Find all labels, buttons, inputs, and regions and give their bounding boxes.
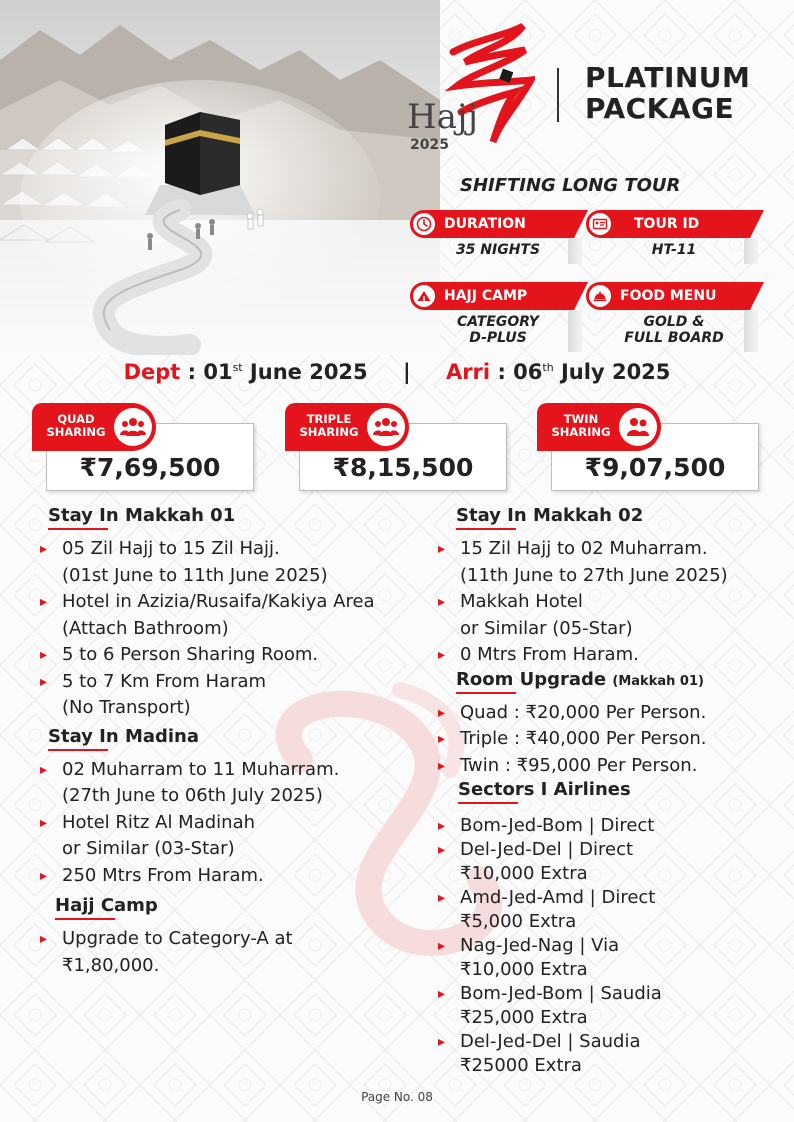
logo-wordmark: Hajj [407, 97, 479, 137]
list-item [438, 934, 788, 982]
item-line1: 05 Zil Hajj to 15 Zil Hajj. [62, 538, 280, 559]
tour-id-value-text: HT-11 [651, 242, 697, 258]
sharing-label [40, 413, 112, 439]
room-upgrade-list [438, 700, 788, 780]
item-line1: Nag-Jed-Nag | Via [460, 935, 620, 956]
id-card-icon [589, 213, 611, 235]
group-icon [367, 408, 405, 446]
sharing-label-line2: SHARING [46, 425, 106, 439]
list-item: ▸ Triple : ₹40,000 Per Person. [438, 726, 788, 753]
arri-colon: : [497, 360, 514, 384]
sharing-tab [32, 403, 156, 451]
list-item [438, 838, 788, 886]
item-line1: Bom-Jed-Bom | Saudia [460, 983, 662, 1004]
list-item [40, 863, 420, 890]
item-line1: Del-Jed-Del | Saudia [460, 1031, 641, 1052]
dept-rest: June 2025 [242, 360, 368, 384]
price-amount: ₹8,15,500 [332, 453, 474, 482]
item-line2: ₹5,000 Extra [460, 911, 577, 932]
sharing-label-line1: QUAD [57, 412, 95, 426]
logo-year: 2025 [410, 137, 449, 153]
item-line2: ₹1,80,000. [62, 954, 160, 976]
left-column [40, 505, 420, 979]
list-item [40, 589, 420, 642]
triple-sharing-card [285, 403, 511, 493]
tour-id-tab [586, 210, 750, 238]
item-line1: Hotel Ritz Al Madinah [62, 811, 256, 833]
makkah1-list [40, 536, 420, 722]
item-line1: Hotel in Azizia/Rusaifa/Kakiya Area [62, 591, 375, 612]
hajj-camp-block [410, 282, 574, 352]
kaaba-shape [165, 112, 240, 195]
list-item [438, 886, 788, 934]
hajj-camp-value-line1: CATEGORY [457, 314, 539, 330]
sharing-label [293, 413, 365, 439]
food-menu-value [598, 310, 750, 352]
group-icon [114, 408, 152, 446]
item-line1: 15 Zil Hajj to 02 Muharram. [460, 538, 708, 559]
arri-label: Arri [445, 360, 491, 384]
item-line1: 5 to 6 Person Sharing Room. [62, 644, 319, 665]
tour-id-label: TOUR ID [634, 216, 700, 232]
room-upgrade-heading [456, 669, 704, 694]
makkah1-heading: Stay In Makkah 01 [48, 505, 235, 530]
food-menu-block [586, 282, 750, 352]
item-line1: 02 Muharram to 11 Muharram. [62, 758, 340, 780]
list-item: ▸ Quad : ₹20,000 Per Person. [438, 700, 788, 727]
item-line2: (11th June to 27th June 2025) [460, 564, 728, 586]
item-line2: (01st June to 11th June 2025) [62, 564, 328, 586]
item-line1: 5 to 7 Km From Haram [62, 670, 267, 692]
arri-day: 06 [513, 360, 543, 384]
madina-heading: Stay In Madina [48, 726, 199, 751]
sharing-label [545, 413, 617, 439]
right-column [438, 505, 788, 1078]
dates-separator: | [402, 360, 411, 384]
package-title [585, 62, 785, 124]
list-item [40, 642, 420, 669]
clock-icon [413, 213, 435, 235]
sectors-heading: Sectors I Airlines [458, 779, 631, 804]
list-item [438, 982, 788, 1030]
duration-block [410, 210, 574, 264]
item-line2: ₹25000 Extra [460, 1055, 582, 1076]
dept-day: 01 [203, 360, 233, 384]
list-item: ▸ Twin : ₹95,000 Per Person. [438, 753, 788, 780]
sharing-label-line1: TRIPLE [306, 412, 352, 426]
package-title-line2: PACKAGE [585, 92, 735, 125]
tent-icon [413, 285, 435, 307]
hajj-camp-value-line2: D-PLUS [469, 330, 527, 346]
item-line2: (No Transport) [62, 697, 191, 718]
dept-colon: : [187, 360, 204, 384]
page-number: Page No. 08 [361, 1090, 433, 1104]
duration-value-text: 35 NIGHTS [455, 242, 541, 258]
makkah2-heading: Stay In Makkah 02 [456, 505, 643, 530]
list-item [40, 536, 420, 589]
sectors-list [438, 814, 788, 1078]
food-menu-value-line1: GOLD & [643, 314, 705, 330]
sharing-label-line2: SHARING [299, 425, 359, 439]
room-upgrade-title: Room Upgrade [456, 668, 607, 690]
list-item [40, 757, 420, 810]
hajj-camp-value [422, 310, 574, 352]
quad-sharing-card [32, 403, 258, 493]
list-item [438, 642, 788, 669]
item-line1: 0 Mtrs From Haram. [460, 644, 639, 665]
item-line2: ₹10,000 Extra [460, 959, 588, 980]
item-line1: Del-Jed-Del | Direct [460, 839, 634, 860]
duration-label: DURATION [444, 216, 526, 232]
sharing-tab [285, 403, 409, 451]
price-amount: ₹7,69,500 [79, 453, 221, 482]
duration-value [422, 238, 574, 264]
hajj-camp-tab [410, 282, 574, 310]
arri-suffix: th [542, 361, 554, 374]
list-item [40, 810, 420, 863]
kaaba-illustration [0, 0, 440, 355]
price-amount: ₹9,07,500 [584, 453, 726, 482]
arri-rest: July 2025 [553, 360, 671, 384]
food-menu-tab [586, 282, 750, 310]
dept-suffix: st [232, 361, 243, 374]
list-item [438, 589, 788, 642]
room-upgrade-note: (Makkah 01) [612, 673, 704, 689]
hajj-camp-heading: Hajj Camp [55, 895, 158, 920]
madina-list [40, 757, 420, 890]
list-item [40, 669, 420, 722]
item-line2: (27th June to 06th July 2025) [62, 785, 323, 806]
list-item [438, 814, 788, 838]
item-line2: ₹10,000 Extra [460, 863, 588, 884]
sharing-label-line2: SHARING [551, 425, 611, 439]
sharing-label-line1: TWIN [563, 412, 599, 426]
item-line2: or Similar (03-Star) [62, 838, 235, 859]
item-line2: (Attach Bathroom) [62, 617, 229, 639]
item-line2: ₹25,000 Extra [460, 1007, 588, 1028]
makkah2-list [438, 536, 788, 669]
package-title-line1: PLATINUM [585, 61, 751, 94]
tour-id-block [586, 210, 750, 264]
list-item [438, 536, 788, 589]
hajj-camp-list [40, 926, 420, 979]
food-menu-label: FOOD MENU [620, 288, 717, 304]
food-cloche-icon [589, 285, 611, 307]
sharing-tab [537, 403, 661, 451]
twin-sharing-card [537, 403, 763, 493]
list-item [40, 926, 420, 979]
tour-type: SHIFTING LONG TOUR [460, 175, 681, 196]
logo-divider [557, 68, 559, 122]
food-menu-value-line2: FULL BOARD [624, 330, 724, 346]
item-line1: Upgrade to Category-A at [62, 928, 293, 949]
tour-id-value [598, 238, 750, 264]
couple-icon [619, 408, 657, 446]
travel-dates [0, 360, 794, 384]
item-line1: Amd-Jed-Amd | Direct [460, 887, 656, 908]
item-line1: 250 Mtrs From Haram. [62, 864, 264, 886]
item-line1: Bom-Jed-Bom | Direct [460, 815, 655, 836]
list-item [438, 1030, 788, 1078]
duration-tab [410, 210, 574, 238]
hajj-camp-label: HAJJ CAMP [444, 288, 528, 304]
dept-label: Dept [123, 360, 181, 384]
item-line2: or Similar (05-Star) [460, 617, 633, 639]
item-line1: Makkah Hotel [460, 591, 583, 612]
